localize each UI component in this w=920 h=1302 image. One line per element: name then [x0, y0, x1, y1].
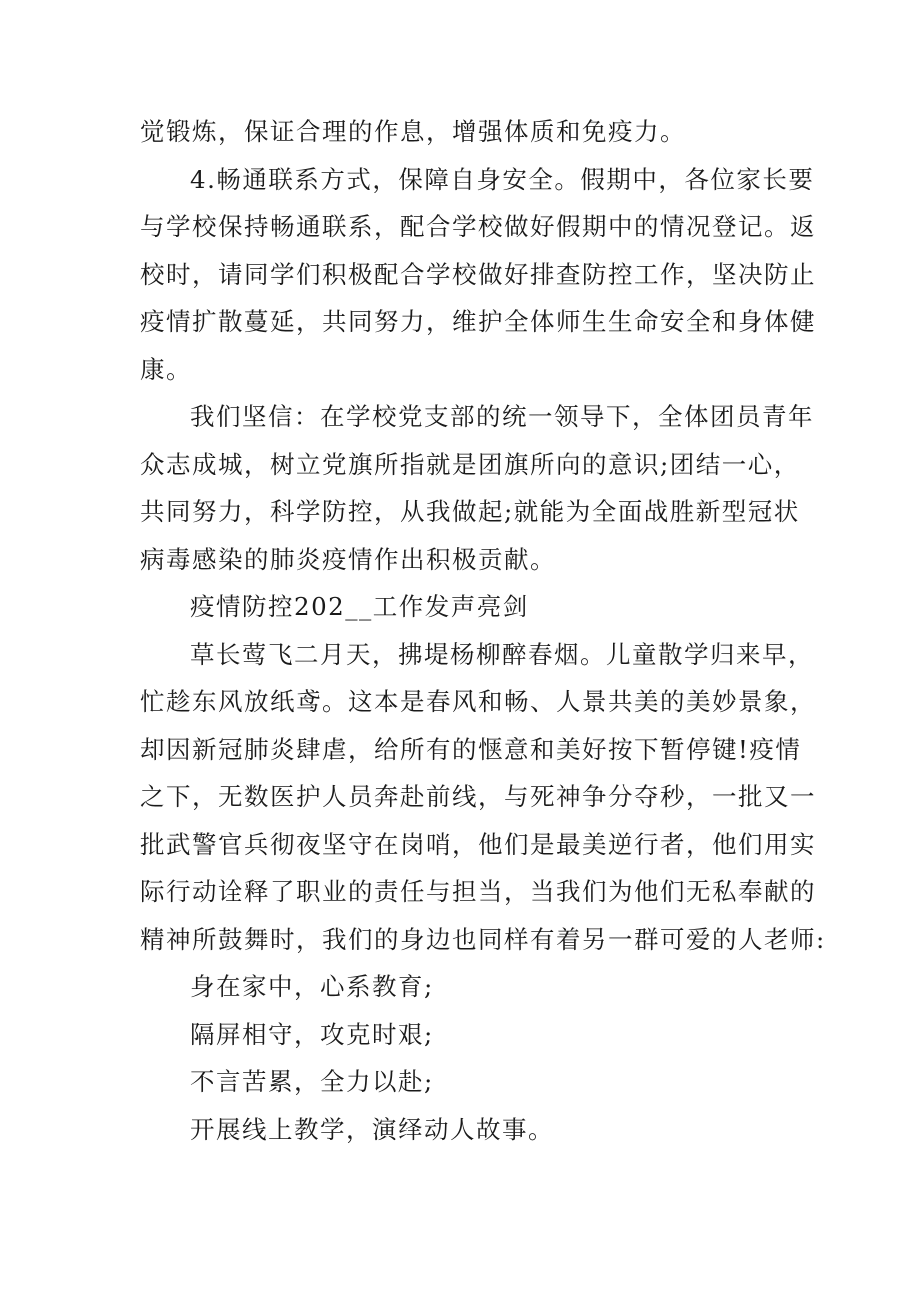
text-line: 康。 — [140, 354, 192, 384]
text-line: 与学校保持畅通联系，配合学校做好假期中的情况登记。返 — [140, 212, 816, 241]
text-line: 病毒感染的肺炎疫情作出积极贡献。 — [140, 544, 556, 574]
text-line: 却因新冠肺炎肆虐，给所有的惬意和美好按下暂停键!疫情 — [140, 734, 802, 764]
text-line: 校时，请同学们积极配合学校做好排查防控工作，坚决防止 — [140, 259, 816, 289]
text-line: 4.畅通联系方式，保障自身安全。假期中，各位家长要 — [190, 164, 815, 194]
text-line: 精神所鼓舞时，我们的身边也同样有着另一群可爱的人老师: — [140, 924, 826, 954]
text-line: 疫情扩散蔓延，共同努力，维护全体师生生命安全和身体健 — [140, 307, 816, 336]
text-line: 觉锻炼，保证合理的作息，增强体质和免疫力。 — [140, 117, 686, 146]
text-line: 身在家中，心系教育; — [190, 972, 434, 1001]
text-line: 开展线上教学，演绎动人故事。 — [190, 1114, 554, 1144]
text-line: 众志成城，树立党旗所指就是团旗所向的意识;团结一心， — [140, 449, 800, 479]
body-text — [140, 108, 826, 1153]
text-line: 不言苦累，全力以赴; — [190, 1067, 434, 1096]
text-line: 际行动诠释了职业的责任与担当，当我们为他们无私奉献的 — [140, 877, 816, 906]
text-line: 草长莺飞二月天，拂堤杨柳醉春烟。儿童散学归来早， — [190, 639, 814, 669]
text-line: 共同努力，科学防控，从我做起;就能为全面战胜新型冠状 — [140, 497, 800, 526]
text-line: 之下，无数医护人员奔赴前线，与死神争分夺秒，一批又一 — [140, 782, 816, 811]
section-heading: 疫情防控202__工作发声亮剑 — [190, 592, 529, 621]
text-line: 我们坚信：在学校党支部的统一领导下，全体团员青年 — [190, 402, 814, 431]
text-line: 忙趁东风放纸鸢。这本是春风和畅、人景共美的美妙景象， — [140, 687, 816, 716]
text-line: 批武警官兵彻夜坚守在岗哨，他们是最美逆行者，他们用实 — [140, 829, 816, 859]
text-line: 隔屏相守，攻克时艰; — [190, 1019, 434, 1049]
